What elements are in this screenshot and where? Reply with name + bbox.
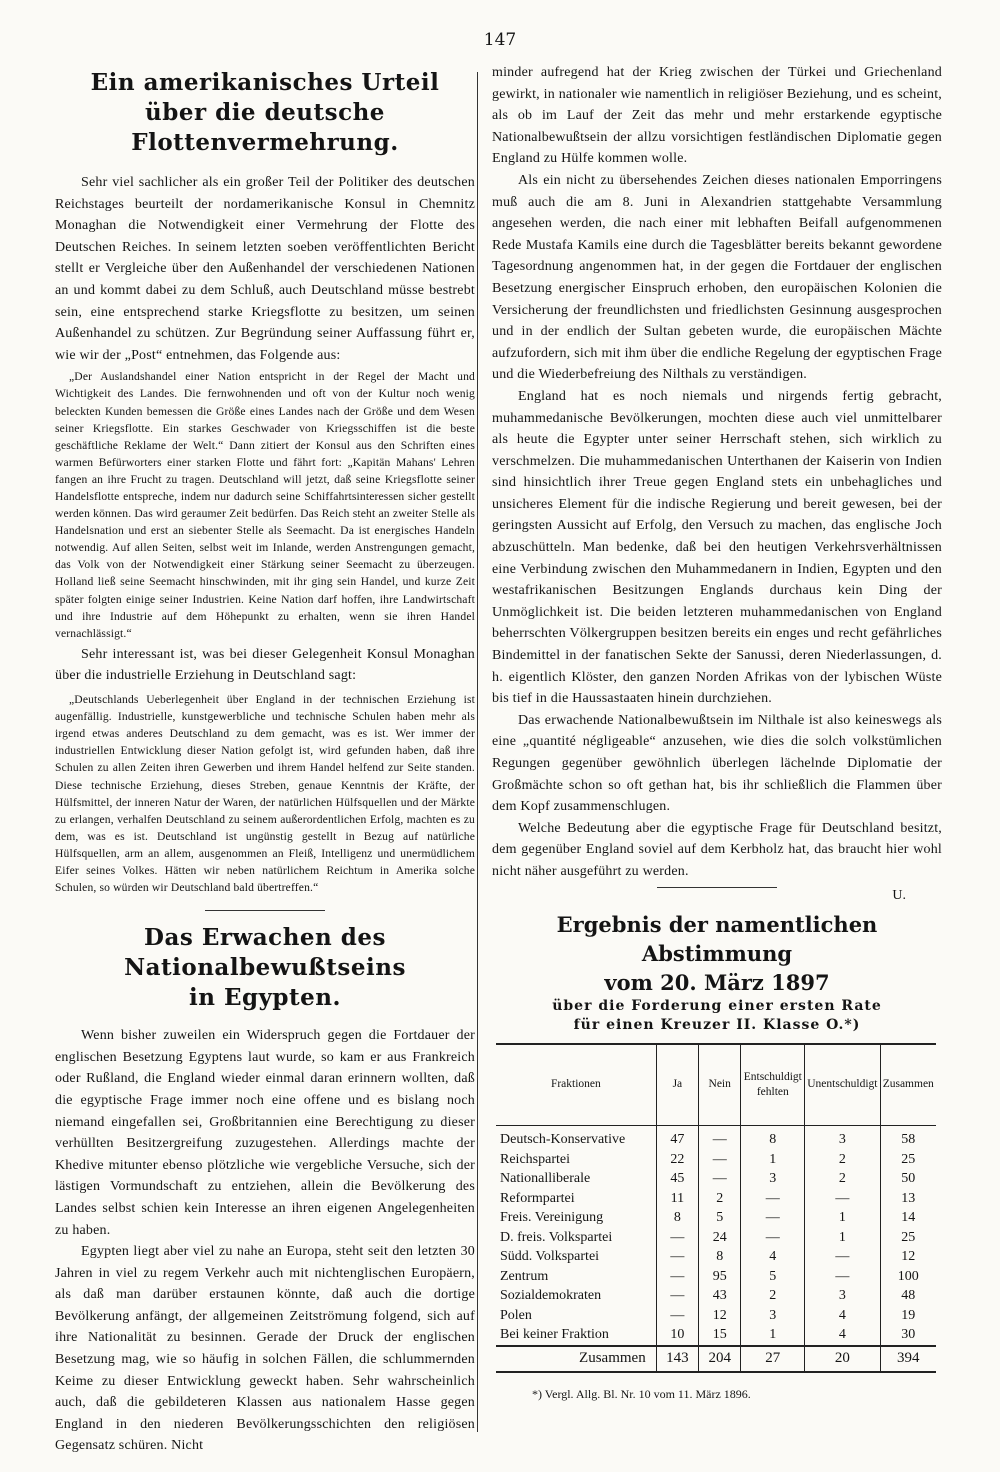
row-cell: — xyxy=(805,1267,880,1287)
article1-headline-line2: über die deutsche Flottenvermehrung. xyxy=(131,99,399,156)
table-row xyxy=(496,1126,936,1150)
row-cell: 13 xyxy=(880,1189,936,1209)
row-cell: 12 xyxy=(699,1306,741,1326)
row-cell: 3 xyxy=(741,1306,805,1326)
row-cell: 3 xyxy=(741,1169,805,1189)
row-cell: — xyxy=(656,1247,698,1267)
table-row xyxy=(496,1150,936,1170)
row-fraktion: Reichspartei xyxy=(496,1150,656,1170)
row-cell: 50 xyxy=(880,1169,936,1189)
row-cell: — xyxy=(699,1169,741,1189)
row-cell: 1 xyxy=(741,1150,805,1170)
row-fraktion: Reformpartei xyxy=(496,1189,656,1209)
page-number: 147 xyxy=(483,30,517,50)
row-cell: 22 xyxy=(656,1150,698,1170)
article2-headline xyxy=(55,923,475,1013)
table-row xyxy=(496,1267,936,1287)
article2-paragraph-6: Welche Bedeutung aber die egyptische Frage für Deutschland besitzt, dem gegenüber England soviel auf dem Kerbholz hat, das braucht hier wohl nicht näher ausgeführt zu werden. xyxy=(492,820,942,879)
row-cell: 12 xyxy=(880,1247,936,1267)
row-cell: 43 xyxy=(699,1286,741,1306)
row-cell: — xyxy=(741,1228,805,1248)
article2-continued-paragraph: minder aufregend hat der Krieg zwischen der Türkei und Griechenland gewirkt, in nationaler wie namentlich in religiöser Beziehung, und es scheint, als ob im Lauf der Zeit das mehr und mehr erstarkende egyptische Nationalbewußtsein der allzu vorsichtigen festländischen Diplomatie gegen England zu Hülfe kommen wolle. xyxy=(492,65,942,167)
row-fraktion: Bei keiner Fraktion xyxy=(496,1325,656,1346)
article2-paragraph-2: Egypten liegt aber viel zu nahe an Europa, steht seit den letzten 30 Jahren in viel zu regem Verkehr auch mit nichtenglischen Europäern, als daß man darüber erstaunen könnte, daß auch die dortige Bevölkerung anfängt, der allgemeinen Zeitströmung folgend, sich auf ihre Nationalität zu besinnen. Gerade der Druck der englischen Besetzung mag, wie so häufig in solchen Fällen, die schlummernden Keime zu dieser Entwicklung geweckt haben. Sehr wahrscheinlich auch, daß die gebildeteren Klassen aus nationalem Hasse gegen England in den niederen Bevölkerungsschichten den religiösen Gegensatz schüren. Nicht xyxy=(55,1244,475,1454)
row-cell: 24 xyxy=(699,1228,741,1248)
vote-subtitle-line1: über die Forderung einer ersten Rate xyxy=(552,997,882,1014)
row-cell: 10 xyxy=(656,1325,698,1346)
row-fraktion: Nationalliberale xyxy=(496,1169,656,1189)
row-cell: 1 xyxy=(805,1228,880,1248)
row-cell: 5 xyxy=(741,1267,805,1287)
vote-title-line1: Ergebnis der namentlichen Abstimmung xyxy=(556,911,878,966)
total-cell: 394 xyxy=(880,1346,936,1372)
row-cell: 30 xyxy=(880,1325,936,1346)
row-fraktion: Südd. Volkspartei xyxy=(496,1247,656,1267)
row-cell: — xyxy=(699,1150,741,1170)
article1-paragraph-2: Sehr interessant ist, was bei dieser Gelegenheit Konsul Monaghan über die industrielle Erziehung in Deutschland sagt: xyxy=(55,646,475,684)
article1-headline xyxy=(55,68,475,158)
row-cell: 100 xyxy=(880,1267,936,1287)
section-rule xyxy=(205,910,325,911)
row-cell: — xyxy=(741,1189,805,1209)
article1-quote-1: „Der Auslandshandel einer Nation entspricht in der Regel der Macht und Wichtigkeit des Landes. Die fernwohnenden und oft von der Kultur noch wenig beleckten Kunden bemessen die Größe eines Landes nach der Größe und dem Wesen seiner Kriegsflotte. Ein starkes Geschwader von Kriegsschiffen ist die beste geschäftliche Reklame der Welt.“ Dann zitiert der Konsul aus den Schriften eines warmen Befürworters einer starken Flotte und fährt fort: „Kapitän Mahans' Lehren fangen an ihre Frucht zu tragen. Deutschland will jetzt, daß seine Kriegsflotte seiner Handelsflotte entspreche, indem nur dadurch seine Schiffahrtsinteressen sicher gestellt werden können. Das wird geraumer Zeit bedürfen. Das Reich steht an zweiter Stelle als Handelsnation und erst an siebenter Stelle als Seemacht. Da ist energisches Handeln notwendig. Auf allen Seiten, selbst weit im Inlande, werden Anstrengungen gemacht, das Volk von der Notwendigkeit einer Stärkung seiner Seemacht zu überzeugen. Holland ließ seine Seemacht hinschwinden, mit ihr ging sein Handel, und kurze Zeit später folgten einige seiner Industrien. Keine Nation darf hoffen, ihre Landwirtschaft und ihre Industrie auf dem Höhepunkt zu erhalten, wenn sie ihren Handel vernachlässigt.“ xyxy=(55,370,475,640)
table-row xyxy=(496,1247,936,1267)
total-label: Zusammen xyxy=(496,1346,656,1372)
row-cell: 2 xyxy=(699,1189,741,1209)
right-column xyxy=(492,62,942,1402)
row-cell: 19 xyxy=(880,1306,936,1326)
table-row xyxy=(496,1189,936,1209)
row-fraktion: Sozialdemokraten xyxy=(496,1286,656,1306)
row-cell: 25 xyxy=(880,1228,936,1248)
row-cell: — xyxy=(699,1126,741,1150)
article2-signature: U. xyxy=(892,887,906,903)
row-cell: 8 xyxy=(656,1208,698,1228)
row-cell: — xyxy=(805,1189,880,1209)
vote-title-line2: vom 20. März 1897 xyxy=(604,969,830,995)
row-cell: 25 xyxy=(880,1150,936,1170)
row-cell: 58 xyxy=(880,1126,936,1150)
row-cell: 47 xyxy=(656,1126,698,1150)
table-row xyxy=(496,1325,936,1346)
table-row xyxy=(496,1286,936,1306)
row-cell: 3 xyxy=(805,1126,880,1150)
row-cell: — xyxy=(656,1306,698,1326)
vote-table xyxy=(496,1043,936,1373)
row-cell: 2 xyxy=(741,1286,805,1306)
row-cell: — xyxy=(656,1267,698,1287)
header-ja: Ja xyxy=(656,1044,698,1126)
row-cell: 95 xyxy=(699,1267,741,1287)
row-cell: 2 xyxy=(805,1150,880,1170)
row-cell: 48 xyxy=(880,1286,936,1306)
header-unentschuldigt: Unentschuldigt xyxy=(805,1044,880,1126)
article2-headline-line2: in Egypten. xyxy=(188,984,341,1012)
row-fraktion: D. freis. Volkspartei xyxy=(496,1228,656,1248)
table-row xyxy=(496,1169,936,1189)
article1-headline-line1: Ein amerikanisches Urteil xyxy=(90,69,440,96)
total-cell: 27 xyxy=(741,1346,805,1372)
total-cell: 204 xyxy=(699,1346,741,1372)
row-cell: 4 xyxy=(805,1306,880,1326)
row-cell: 14 xyxy=(880,1208,936,1228)
header-fraktionen: Fraktionen xyxy=(496,1044,656,1126)
row-cell: — xyxy=(741,1208,805,1228)
table-total-row xyxy=(496,1346,936,1372)
article1-quote-2: „Deutschlands Ueberlegenheit über England in der technischen Erziehung ist augenfällig. Industrielle, kunstgewerbliche und technische Schulen haben mehr als irgend etwas anderes Deutschland zu dem gemacht, was es ist. Wer immer der industriellen Entwicklung dieser Nation gefolgt ist, wird gefunden haben, daß ihre Schulen zu allen Zeiten ihren Gewerben und ihrem Handel helfend zur Seite standen. Diese technische Erziehung, dieses Streben, genaue Kenntnis der Kräfte, der Hülfsmittel, der inneren Natur der Waren, der natürlichen Hülfsquellen und der Märkte zu erlangen, verhalfen Deutschland zu seinem außerordentlichen Erfolg, machten es zu dem, was es ist. Deutschland ist ungünstig gestellt in Bezug auf natürliche Hülfsquellen, arm an allem, ausgenommen an Fleiß, Intelligenz und unermüdlichem Eifer seines Volkes. Hätten wir neben natürlichem Reichtum in Amerika solche Schulen, so würden wir Deutschland bald übertreffen.“ xyxy=(55,693,475,895)
vote-table-body xyxy=(496,1126,936,1372)
article2-paragraph-4: England hat es noch niemals und nirgends fertig gebracht, muhammedanische Bevölkerungen, mochten diese auch viel unmittelbarer als heute die Egypter unter seiner Herrschaft stehen, sich wirklich zu verschmelzen. Die muhammedanischen Unterthanen der Kaiserin von Indien sind hinsichtlich ihrer Treue gegen England stets ein unbehagliches und unsicheres Element für die indische Regierung und bereit gewesen, bei der geringsten Aussicht auf Erfolg, den Versuch zu machen, das englische Joch abzuschütteln. Man bedenke, daß bei den heutigen Verkehrsverhältnissen eine Verbindung zwischen den Muhammedanern in Indien, Egypten und den westafrikanischen Besitzungen Englands durchaus kein Ding der Unmöglichkeit ist. Die beiden letzteren muhammedanischen von England beherrschten Völkergruppen besitzen bereits ein enges und recht gefährliches Bindemittel in der fanatischen Sekte der Sanussi, deren Niederlassungen, d. h. eigentlich Klöster, den ganzen Norden Afrikas von der lybischen Wüste bis tief in die Haussastaaten hinein durchziehen. xyxy=(492,388,942,707)
row-cell: 3 xyxy=(805,1286,880,1306)
column-divider xyxy=(477,72,478,1432)
total-cell: 20 xyxy=(805,1346,880,1372)
vote-table-header-row xyxy=(496,1044,936,1126)
header-nein: Nein xyxy=(699,1044,741,1126)
row-cell: — xyxy=(656,1228,698,1248)
vote-footnote: *) Vergl. Allg. Bl. Nr. 10 vom 11. März 1896. xyxy=(532,1386,751,1401)
header-zusammen: Zusammen xyxy=(880,1044,936,1126)
article1-paragraph-1: Sehr viel sachlicher als ein großer Teil der Politiker des deutschen Reichstages beurteilt der nordamerikanische Konsul in Chemnitz Monaghan die Notwendigkeit einer Vermehrung der Flotte des Deutschen Reiches. In seinem letzten soeben veröffentlichten Bericht stellt er Vergleiche über den Außenhandel der verschiedenen Nationen an und kommt dabei zu dem Schluß, auch Deutschland müsse bestrebt sein, eine entsprechend starke Kriegsflotte zu besitzen, um seinen Außenhandel zu schützen. Zur Begründung seiner Auffassung führt er, wie wir der „Post“ entnehmen, das Folgende aus: xyxy=(55,175,475,363)
row-cell: 11 xyxy=(656,1189,698,1209)
row-cell: 2 xyxy=(805,1169,880,1189)
article2-paragraph-5: Das erwachende Nationalbewußtsein im Nilthale ist also keineswegs als eine „quantité négligeable“ anzusehen, wie dies die solch volkstümlichen Regungen gegenüber gewöhnlich überlegen lächelnde Diplomatie der Großmächte schon so oft gethan hat, bis ihr schließlich die Flammen über dem Kopf zusammenschlugen. xyxy=(492,712,942,815)
article2-paragraph-1: Wenn bisher zuweilen ein Widerspruch gegen die Fortdauer der englischen Besetzung Egyptens laut wurde, so kam er aus Frankreich oder Rußland, die England wieder einmal daran erinnern wollten, daß die egyptische Frage immer noch eine offene und es bislang noch niemand eingefallen sei, Großbritannien eine Berechtigung zu dieser verhüllten Besitzergreifung zuzugestehen. Allerdings machte der Khedive mitunter ebenso plötzliche wie vergebliche Versuche, sich der lästigen Vormundschaft zu entziehen, allein die Bevölkerung des Landes selbst schien kein Interesse an ihren eigenen Angelegenheiten zu haben. xyxy=(55,1028,475,1238)
vote-subtitle-line2: für einen Kreuzer II. Klasse O.*) xyxy=(573,1016,861,1033)
table-row xyxy=(496,1306,936,1326)
row-cell: 15 xyxy=(699,1325,741,1346)
table-row xyxy=(496,1228,936,1248)
row-cell: 4 xyxy=(805,1325,880,1346)
row-cell: — xyxy=(805,1247,880,1267)
article2-headline-line1: Das Erwachen des Nationalbewußtseins xyxy=(124,924,406,982)
row-cell: 4 xyxy=(741,1247,805,1267)
left-column xyxy=(55,62,475,1457)
row-fraktion: Freis. Vereinigung xyxy=(496,1208,656,1228)
total-cell: 143 xyxy=(656,1346,698,1372)
table-row xyxy=(496,1208,936,1228)
row-cell: 1 xyxy=(741,1325,805,1346)
row-fraktion: Deutsch-Konservative xyxy=(496,1126,656,1150)
row-cell: 5 xyxy=(699,1208,741,1228)
header-entschuldigt: Entschuldigt fehlten xyxy=(741,1044,805,1126)
row-fraktion: Zentrum xyxy=(496,1267,656,1287)
row-cell: — xyxy=(656,1286,698,1306)
vote-subtitle xyxy=(492,997,942,1035)
row-cell: 8 xyxy=(741,1126,805,1150)
row-cell: 8 xyxy=(699,1247,741,1267)
row-cell: 1 xyxy=(805,1208,880,1228)
row-cell: 45 xyxy=(656,1169,698,1189)
row-fraktion: Polen xyxy=(496,1306,656,1326)
vote-title xyxy=(492,910,942,997)
article2-paragraph-3: Als ein nicht zu übersehendes Zeichen dieses nationalen Emporringens muß auch die am 8. Juni in Alexandrien stattgehabte Versammlung angesehen werden, die nach einer mit lebhaften Beifall aufgenommenen Rede Mustafa Kamils eine durch die Tagesblätter bereits bekannt gewordene Tagesordnung angenommen hat, in der gegen die Fortdauer der englischen Besetzung energischer Einspruch erhoben, den europäischen Kolonien die Versicherung der freundlichsten und friedlichsten Gesinnung ausgesprochen und in der endlich der Sultan gebeten wurde, die europäischen Mächte aufzufordern, sich mit ihm über die endliche Regelung der egyptischen Frage und die Wiederbefreiung des Nilthals zu verständigen. xyxy=(492,172,942,383)
